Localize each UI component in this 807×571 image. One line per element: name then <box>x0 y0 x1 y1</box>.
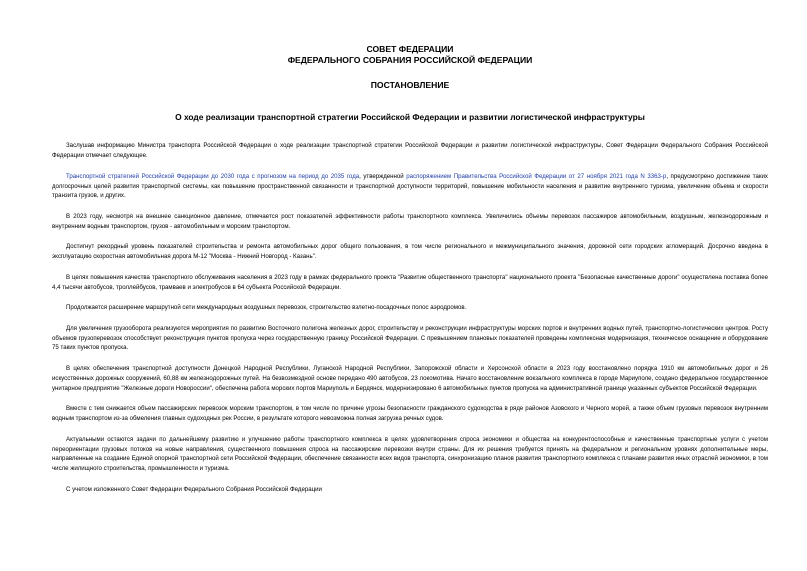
paragraph-5: В целях повышения качества транспортного обслуживания населения в 2023 году в рамках федерального проекта "Развитие общественного транспорта" национального проекта "Безопасные качественные дороги" осуществлена поставка более 4,4 тысячи автобусов, троллейбусов, трамваев и электробусов в 64 субъекта Российской Федерации. <box>52 273 768 291</box>
paragraph-11: С учетом изложенного Совет Федерации Федерального Собрания Российской Федерации <box>66 485 322 493</box>
paragraph-2-rest: , предусмотрено достижение таких долгосрочных целей развития транспортной системы, как повышение пространственной связанности и транспортной доступности территорий, повышение мобильности населения и развитие внутреннего туризма, увеличение объема и скорости транзита грузов, и других. <box>52 172 768 200</box>
paragraph-10: Актуальными остаются задачи по дальнейшему развитию и улучшению работы транспортного комплекса в целях удовлетворения спроса экономики и общества на конкурентоспособные и качественные транспортные услуги с учетом переориентации грузовых потоков на новые направления, существенного повышения спроса на пассажирские перевозки внутри страны. Для их решения требуется принять на федеральном и региональном уровнях дополнительные меры, направленные на создание Единой опорной транспортной сети Российской Федерации, обеспечение связанности всех видов транспорта, синхронизацию планов развития транспортного комплекса с планами развития иных отраслей экономики, в том числе жилищного строительства, промышленности и туризма. <box>52 435 768 473</box>
paragraph-7: Для увеличения грузооборота реализуются мероприятия по развитию Восточного полигона железных дорог, строительству и реконструкции инфраструктуры морских портов и внутренних водных путей, транспортно-логистических центров. Росту объемов грузоперевозок способствует реконструкция пунктов пропуска через государственную границу Российской Федерации. С превышением плановых показателей проведены комплексная модернизация, техническое оснащение и оборудование 75 таких пунктов пропуска. <box>52 324 768 352</box>
paragraph-9: Вместе с тем снижается объем пассажирских перевозок морским транспортом, в том числе по причине угрозы безопасности гражданского судоходства в ряде районов Азовского и Черного морей, а также объем грузовых перевозок внутренним водным транспортом из-за обмеления главных судоходных рек России, в результате которого невозможна полная загрузка речных судов. <box>52 405 768 423</box>
decree-link[interactable]: распоряжением Правительства Российской Федерации от 27 ноября 2021 года N 3363-р <box>406 172 667 180</box>
document <box>52 44 768 505</box>
strategy-link[interactable]: Транспортной стратегией Российской Федерации до 2030 года с прогнозом на период до 2035 года <box>66 172 360 180</box>
paragraph-1: Заслушав информацию Министра транспорта Российской Федерации о ходе реализации транспортной стратегии Российской Федерации и развитии логистической инфраструктуры, Совет Федерации Федерального Собрания Российской Федерации отмечает следующее. <box>52 142 768 160</box>
paragraph-2 <box>52 172 768 202</box>
paragraph-6: Продолжается расширение маршрутной сети международных воздушных перевозок, строительство взлетно-посадочных полос аэродромов. <box>66 304 467 312</box>
document-title: О ходе реализации транспортной стратегии Российской Федерации и развитии логистической инфраструктуры <box>175 112 645 123</box>
paragraph-8: В целях обеспечения транспортной доступности Донецкой Народной Республики, Луганской Народной Республики, Запорожской области и Херсонской области в 2023 году восстановлено порядка 1910 км автомобильных дорог и 26 искусственных дорожных сооружений, 60,88 км железнодорожных путей. На безвозмездной основе передано 490 автобусов, 23 локомотива. Начато восстановление вокзального комплекса в городе Мариуполе, создано федеральное государственное унитарное предприятие "Железные дороги Новороссии", обеспечена работа морских портов Мариуполь и Бердянск, модернизировано 6 автомобильных пунктов пропуска на административной границе указанных субъектов Российской Федерации. <box>52 364 768 392</box>
document-body <box>52 141 768 495</box>
document-type: ПОСТАНОВЛЕНИЕ <box>370 80 450 91</box>
paragraph-3: В 2023 году, несмотря на внешнее санкционное давление, отмечается рост показателей эффективности работы транспортного комплекса. Увеличились объемы перевозок пассажиров автомобильным, воздушным, железнодорожным и внутренним водным транспортом, грузов - автомобильным и морским транспортом. <box>52 212 768 230</box>
issuer-header <box>52 44 768 65</box>
paragraph-2-mid: , утвержденной <box>359 172 407 180</box>
issuer-line-2: ФЕДЕРАЛЬНОГО СОБРАНИЯ РОССИЙСКОЙ ФЕДЕРАЦИИ <box>287 54 533 65</box>
issuer-line-1: СОВЕТ ФЕДЕРАЦИИ <box>366 44 454 54</box>
paragraph-4: Достигнут рекордный уровень показателей строительства и ремонта автомобильных дорог общего пользования, в том числе регионального и межмуниципального значения, дорожной сети городских агломераций. Досрочно введена в эксплуатацию скоростная автомобильная дорога М-12 "Москва - Нижний Новгород - Казань". <box>52 243 768 261</box>
